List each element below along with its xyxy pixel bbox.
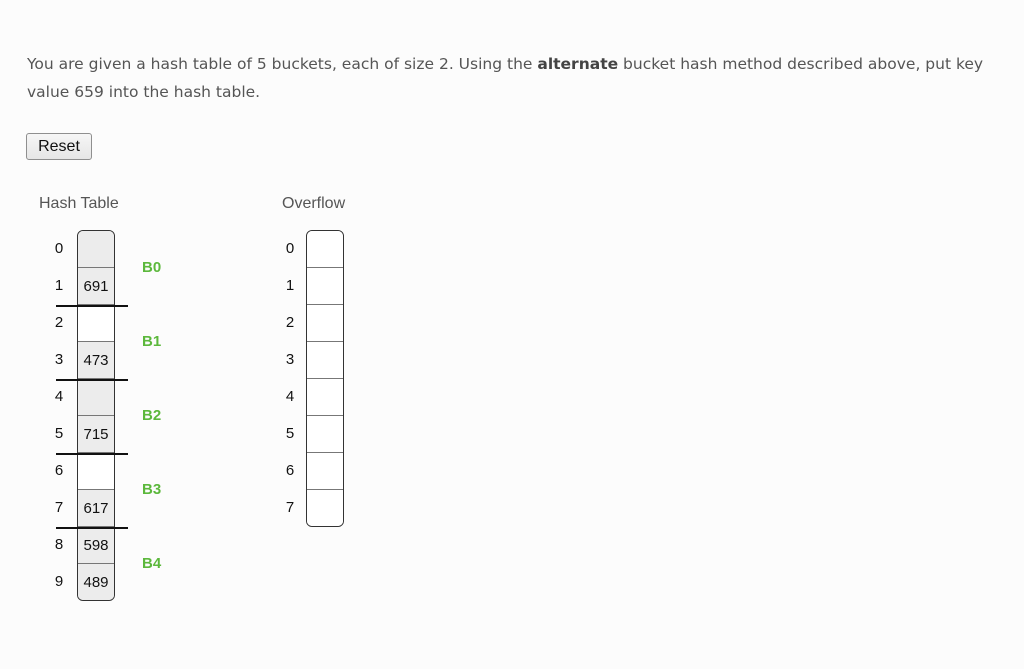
hash-cell-8[interactable]: 598 — [78, 527, 114, 564]
hash-index-4: 4 — [54, 388, 64, 405]
prompt-text-after: bucket hash method described above, put key value 659 into the hash table. — [27, 55, 984, 101]
overflow-index-7: 7 — [285, 499, 295, 516]
prompt-text-bold: alternate — [537, 55, 619, 73]
hash-cell-7[interactable]: 617 — [78, 490, 114, 527]
overflow-index-5: 5 — [285, 425, 295, 442]
overflow-index-4: 4 — [285, 388, 295, 405]
hash-index-6: 6 — [54, 462, 64, 479]
overflow-cell-3[interactable] — [307, 342, 343, 379]
hash-table — [77, 230, 115, 601]
hash-cell-6[interactable] — [78, 453, 114, 490]
hash-index-8: 8 — [54, 536, 64, 553]
bucket-divider-0 — [56, 305, 128, 307]
bucket-divider-2 — [56, 453, 128, 455]
prompt-text-before: You are given a hash table of 5 buckets, each of size 2. Using the — [27, 55, 538, 73]
hash-index-7: 7 — [54, 499, 64, 516]
bucket-label-2: B2 — [142, 407, 162, 424]
hash-cell-3[interactable]: 473 — [78, 342, 114, 379]
overflow-cell-7[interactable] — [307, 490, 343, 526]
hash-cell-4[interactable] — [78, 379, 114, 416]
overflow-cell-5[interactable] — [307, 416, 343, 453]
hash-cell-1[interactable]: 691 — [78, 268, 114, 305]
overflow-index-0: 0 — [285, 240, 295, 257]
hash-cell-0[interactable] — [78, 231, 114, 268]
hash-cell-2[interactable] — [78, 305, 114, 342]
bucket-label-0: B0 — [142, 259, 162, 276]
overflow-index-3: 3 — [285, 351, 295, 368]
overflow-cell-4[interactable] — [307, 379, 343, 416]
overflow-index-1: 1 — [285, 277, 295, 294]
problem-prompt — [27, 50, 1002, 106]
bucket-divider-3 — [56, 527, 128, 529]
overflow-table — [306, 230, 344, 527]
overflow-index-2: 2 — [285, 314, 295, 331]
hash-index-5: 5 — [54, 425, 64, 442]
bucket-label-3: B3 — [142, 481, 162, 498]
hash-index-3: 3 — [54, 351, 64, 368]
bucket-divider-1 — [56, 379, 128, 381]
hash-index-9: 9 — [54, 573, 64, 590]
reset-button[interactable]: Reset — [26, 133, 92, 160]
hash-index-2: 2 — [54, 314, 64, 331]
overflow-title: Overflow — [282, 195, 346, 212]
overflow-cell-6[interactable] — [307, 453, 343, 490]
overflow-cell-2[interactable] — [307, 305, 343, 342]
hash-cell-5[interactable]: 715 — [78, 416, 114, 453]
hash-index-1: 1 — [54, 277, 64, 294]
overflow-cell-1[interactable] — [307, 268, 343, 305]
hash-table-title: Hash Table — [39, 195, 119, 212]
overflow-index-6: 6 — [285, 462, 295, 479]
bucket-label-1: B1 — [142, 333, 162, 350]
overflow-cell-0[interactable] — [307, 231, 343, 268]
bucket-label-4: B4 — [142, 555, 162, 572]
hash-cell-9[interactable]: 489 — [78, 564, 114, 600]
hash-index-0: 0 — [54, 240, 64, 257]
